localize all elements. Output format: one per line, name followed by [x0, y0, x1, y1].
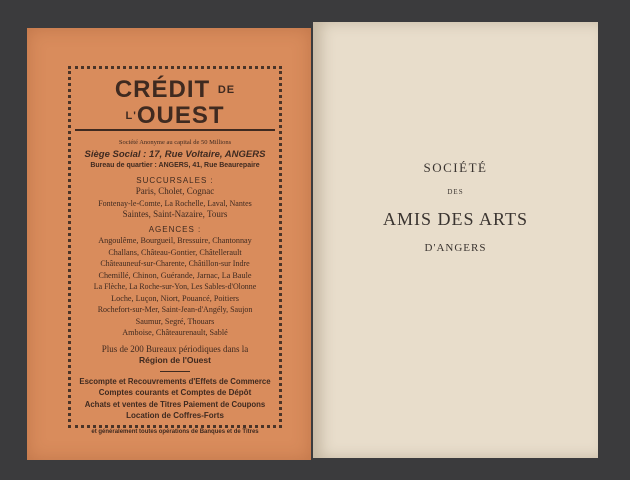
bureaux-line: Plus de 200 Bureaux périodiques dans la	[101, 343, 249, 354]
back-cover-page	[27, 28, 311, 460]
service-line: Location de Coffres-Forts	[126, 411, 224, 420]
agence-line: Chemillé, Chinon, Guérande, Jarnac, La Baule	[98, 270, 252, 280]
succursale-line: Fontenay-le-Comte, La Rochelle, Laval, Nantes	[98, 198, 252, 208]
agences-heading: AGENCES :	[148, 224, 202, 234]
service-line: Comptes courants et Comptes de Dépôt	[98, 388, 252, 397]
siege-text: Siège Social : 17, Rue Voltaire, ANGERS	[84, 148, 266, 160]
service-line: Achats et ventes de Titres Paiement de Coupons	[84, 399, 266, 409]
succursales-heading: SUCCURSALES :	[136, 175, 214, 185]
cover-line-angers: D'ANGERS	[424, 242, 487, 254]
agence-line: Châteauneuf-sur-Charente, Châtillon-sur Indre	[100, 259, 250, 268]
footer-line: et généralement toutes opérations de Banques et de Titres	[91, 428, 259, 435]
cover-line-amis-des-arts: AMIS DES ARTS	[383, 209, 528, 229]
agence-line: La Flèche, La Roche-sur-Yon, Les Sables-d'Olonne	[93, 282, 257, 291]
advertisement-frame	[68, 66, 282, 435]
bank-title	[75, 77, 275, 131]
agence-line: Angoulême, Bourgueil, Bressuire, Chantonnay	[98, 236, 252, 245]
service-line: Escompte et Recouvrements d'Effets de Commerce	[79, 376, 271, 386]
title-de: DE L'	[125, 84, 236, 122]
title-main: CRÉDIT	[114, 76, 211, 103]
front-cover-page	[313, 22, 598, 458]
agence-line: Challans, Château-Gontier, Châtellerault	[108, 247, 242, 257]
bureaux-line: Région de l'Ouest	[139, 355, 211, 365]
cover-line-des: DES	[447, 188, 464, 196]
capital-text: Société Anonyme au capital de 50 Millions	[118, 139, 232, 146]
bureau-text: Bureau de quartier : ANGERS, 41, Rue Beaurepaire	[90, 162, 260, 169]
ornament-divider	[160, 371, 190, 372]
succursale-line: Paris, Cholet, Cognac	[135, 186, 215, 196]
agence-line: Saumur, Segré, Thouars	[135, 316, 215, 326]
agence-line: Amboise, Châteaurenault, Sablé	[122, 328, 228, 337]
succursale-line: Saintes, Saint-Nazaire, Tours	[122, 209, 228, 219]
cover-line-societe: SOCIÉTÉ	[423, 160, 488, 175]
agence-line: Loche, Luçon, Niort, Pouancé, Poitiers	[111, 293, 239, 303]
title-end: OUEST	[136, 102, 225, 129]
agence-line: Rochefort-sur-Mer, Saint-Jean-d'Angély, Saujon	[97, 305, 253, 314]
